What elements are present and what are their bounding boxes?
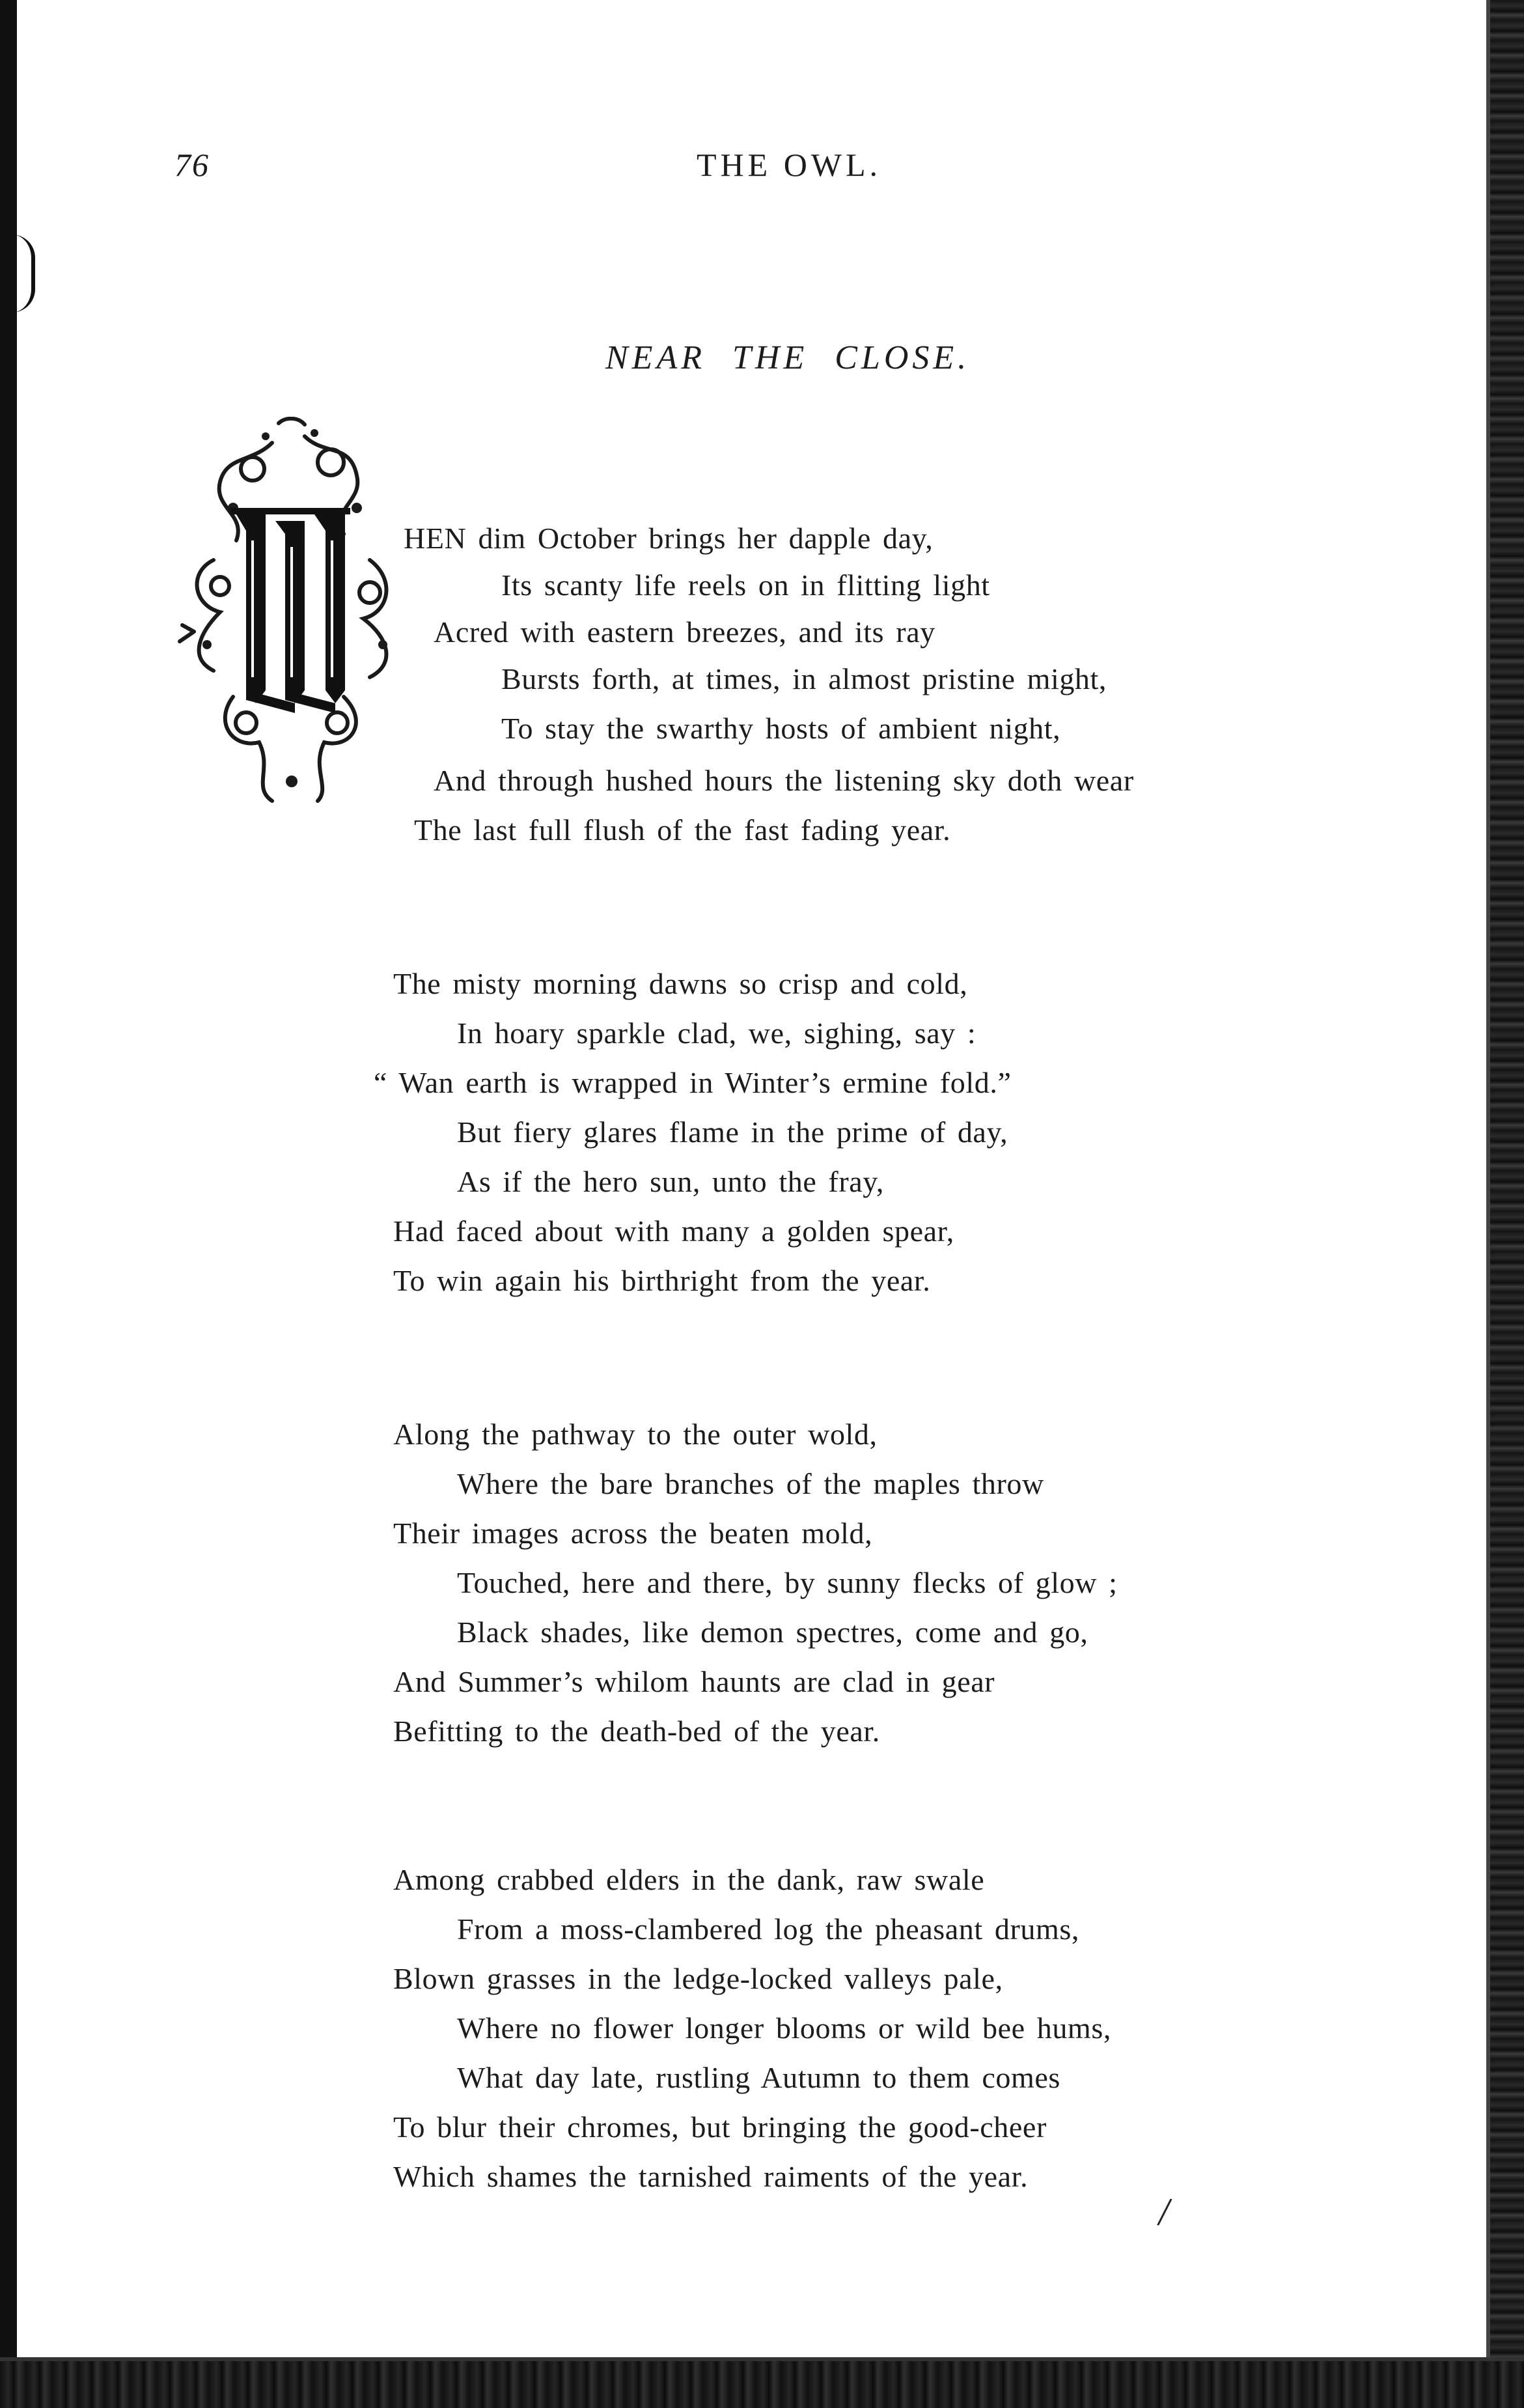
scan-edge-right (1490, 0, 1524, 2408)
poem-line: The last full flush of the fast fading year. (414, 813, 951, 847)
poem-title: NEAR THE CLOSE. (605, 339, 971, 376)
poem-line: Their images across the beaten mold, (393, 1517, 873, 1550)
poem-line: HEN dim October brings her dapple day, (404, 522, 934, 555)
scan-edge-bottom (0, 2361, 1524, 2408)
poem-line: Where no flower longer blooms or wild bee hums, (457, 2011, 1111, 2045)
running-title: THE OWL. (697, 147, 882, 183)
poem-line: Acred with eastern breezes, and its ray (434, 615, 935, 649)
poem-line: And Summer’s whilom haunts are clad in gear (393, 1665, 995, 1698)
scan-edge-notch (12, 234, 35, 313)
poem-line: And through hushed hours the listening sky doth wear (434, 764, 1134, 797)
running-head (0, 146, 1524, 191)
stray-pencil-mark: / (1156, 2188, 1174, 2235)
poem-line: To stay the swarthy hosts of ambient night, (501, 712, 1061, 745)
poem-line: What day late, rustling Autumn to them comes (457, 2061, 1060, 2094)
poem-line: To blur their chromes, but bringing the good-cheer (393, 2110, 1047, 2144)
poem-line: To win again his birthright from the year. (393, 1264, 931, 1297)
poem-line: Which shames the tarnished raiments of the year. (393, 2160, 1029, 2193)
scan-edge-left (0, 0, 17, 2408)
poem-line: Among crabbed elders in the dank, raw swale (393, 1863, 985, 1896)
poem-line: “ Wan earth is wrapped in Winter’s ermine fold.” (374, 1066, 1012, 1099)
poem-line: Touched, here and there, by sunny flecks of glow ; (457, 1566, 1118, 1599)
poem-line: Befitting to the death-bed of the year. (393, 1715, 880, 1748)
page-number: 76 (174, 147, 210, 183)
poem-line: Had faced about with many a golden spear, (393, 1214, 954, 1248)
poem-line: Blown grasses in the ledge-locked valleys pale, (393, 1962, 1003, 1995)
poem-line: In hoary sparkle clad, we, sighing, say : (457, 1016, 977, 1050)
poem-line: From a moss-clambered log the pheasant drums, (457, 1912, 1079, 1946)
poem-line: Black shades, like demon spectres, come and go, (457, 1616, 1088, 1649)
poem-line: Where the bare branches of the maples throw (457, 1467, 1044, 1500)
poem-line: Its scanty life reels on in flitting light (501, 568, 990, 602)
poem-line: Along the pathway to the outer wold, (393, 1418, 878, 1451)
poem-line: But fiery glares flame in the prime of day, (457, 1115, 1008, 1149)
poem-line: The misty morning dawns so crisp and cold, (393, 967, 968, 1000)
poem-line: Bursts forth, at times, in almost pristine might, (501, 662, 1107, 695)
poem-line: As if the hero sun, unto the fray, (457, 1165, 884, 1198)
ornamental-drop-cap-w (174, 417, 409, 807)
